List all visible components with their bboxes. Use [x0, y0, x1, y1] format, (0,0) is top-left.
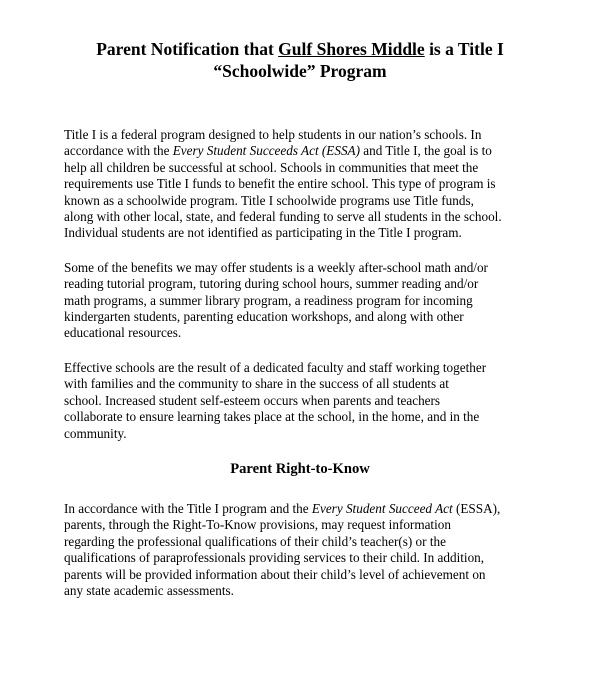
paragraph-line: Individual students are not identified as participating in the Title I program.: [64, 225, 462, 241]
paragraph-line: educational resources.: [64, 325, 182, 341]
text-run: and Title I, the goal is to: [359, 143, 492, 159]
act-name: Every Student Succeeds Act (ESSA): [172, 143, 360, 159]
document-title: [64, 38, 536, 82]
paragraph-line: parents, through the Right-To-Know provisions, may request information: [64, 517, 451, 533]
paragraph-line: collaborate to ensure learning takes place at the school, in the home, and in the: [64, 409, 480, 425]
paragraph-line: [64, 501, 536, 517]
paragraph-line: requirements use Title I funds to benefit the entire school. This type of program is: [64, 176, 496, 192]
paragraph-line: kindergarten students, parenting education workshops, and along with other: [64, 309, 464, 325]
paragraph-benefits: [64, 260, 536, 342]
paragraph-effective-schools: [64, 360, 536, 442]
paragraph-line: [64, 143, 536, 159]
paragraph-line: Title I is a federal program designed to help students in our nation’s schools. In: [64, 127, 482, 142]
title-line2: “Schoolwide” Program: [213, 61, 387, 81]
paragraph-line: along with other local, state, and federal funding to serve all students in the school.: [64, 209, 502, 225]
paragraph-right-to-know: [64, 501, 536, 599]
paragraph-line: with families and the community to share in the success of all students at: [64, 376, 449, 392]
title-suffix: is a Title I: [424, 39, 504, 59]
text-run: accordance with the: [64, 143, 173, 159]
paragraph-line: community.: [64, 425, 127, 441]
title-prefix: Parent Notification that: [96, 39, 279, 59]
paragraph-line: parents will be provided information about their child’s level of achievement on: [64, 566, 486, 582]
paragraph-line: Some of the benefits we may offer students is a weekly after-school math and/or: [64, 259, 488, 275]
text-run: In accordance with the Title I program and the: [64, 500, 312, 516]
text-run: (ESSA),: [452, 500, 501, 516]
paragraph-line: math programs, a summer library program, a readiness program for incoming: [64, 292, 473, 308]
paragraph-line: help all children be successful at school. Schools in communities that meet the: [64, 159, 479, 175]
paragraph-line: reading tutorial program, tutoring during school hours, summer reading and/or: [64, 276, 479, 292]
paragraph-title-i-overview: [64, 127, 536, 242]
paragraph-line: known as a schoolwide program. Title I schoolwide programs use Title funds,: [64, 192, 474, 208]
paragraph-line: regarding the professional qualifications of their child’s teacher(s) or the: [64, 533, 446, 549]
paragraph-line: school. Increased student self-esteem occurs when parents and teachers: [64, 392, 441, 408]
paragraph-line: any state academic assessments.: [64, 582, 234, 598]
paragraph-line: Effective schools are the result of a dedicated faculty and staff working together: [64, 359, 487, 375]
section-heading: Parent Right-to-Know: [230, 460, 370, 477]
school-name: Gulf Shores Middle: [278, 39, 425, 59]
paragraph-line: qualifications of paraprofessionals providing services to their child. In addition,: [64, 550, 485, 566]
act-name: Every Student Succeed Act: [311, 500, 453, 516]
